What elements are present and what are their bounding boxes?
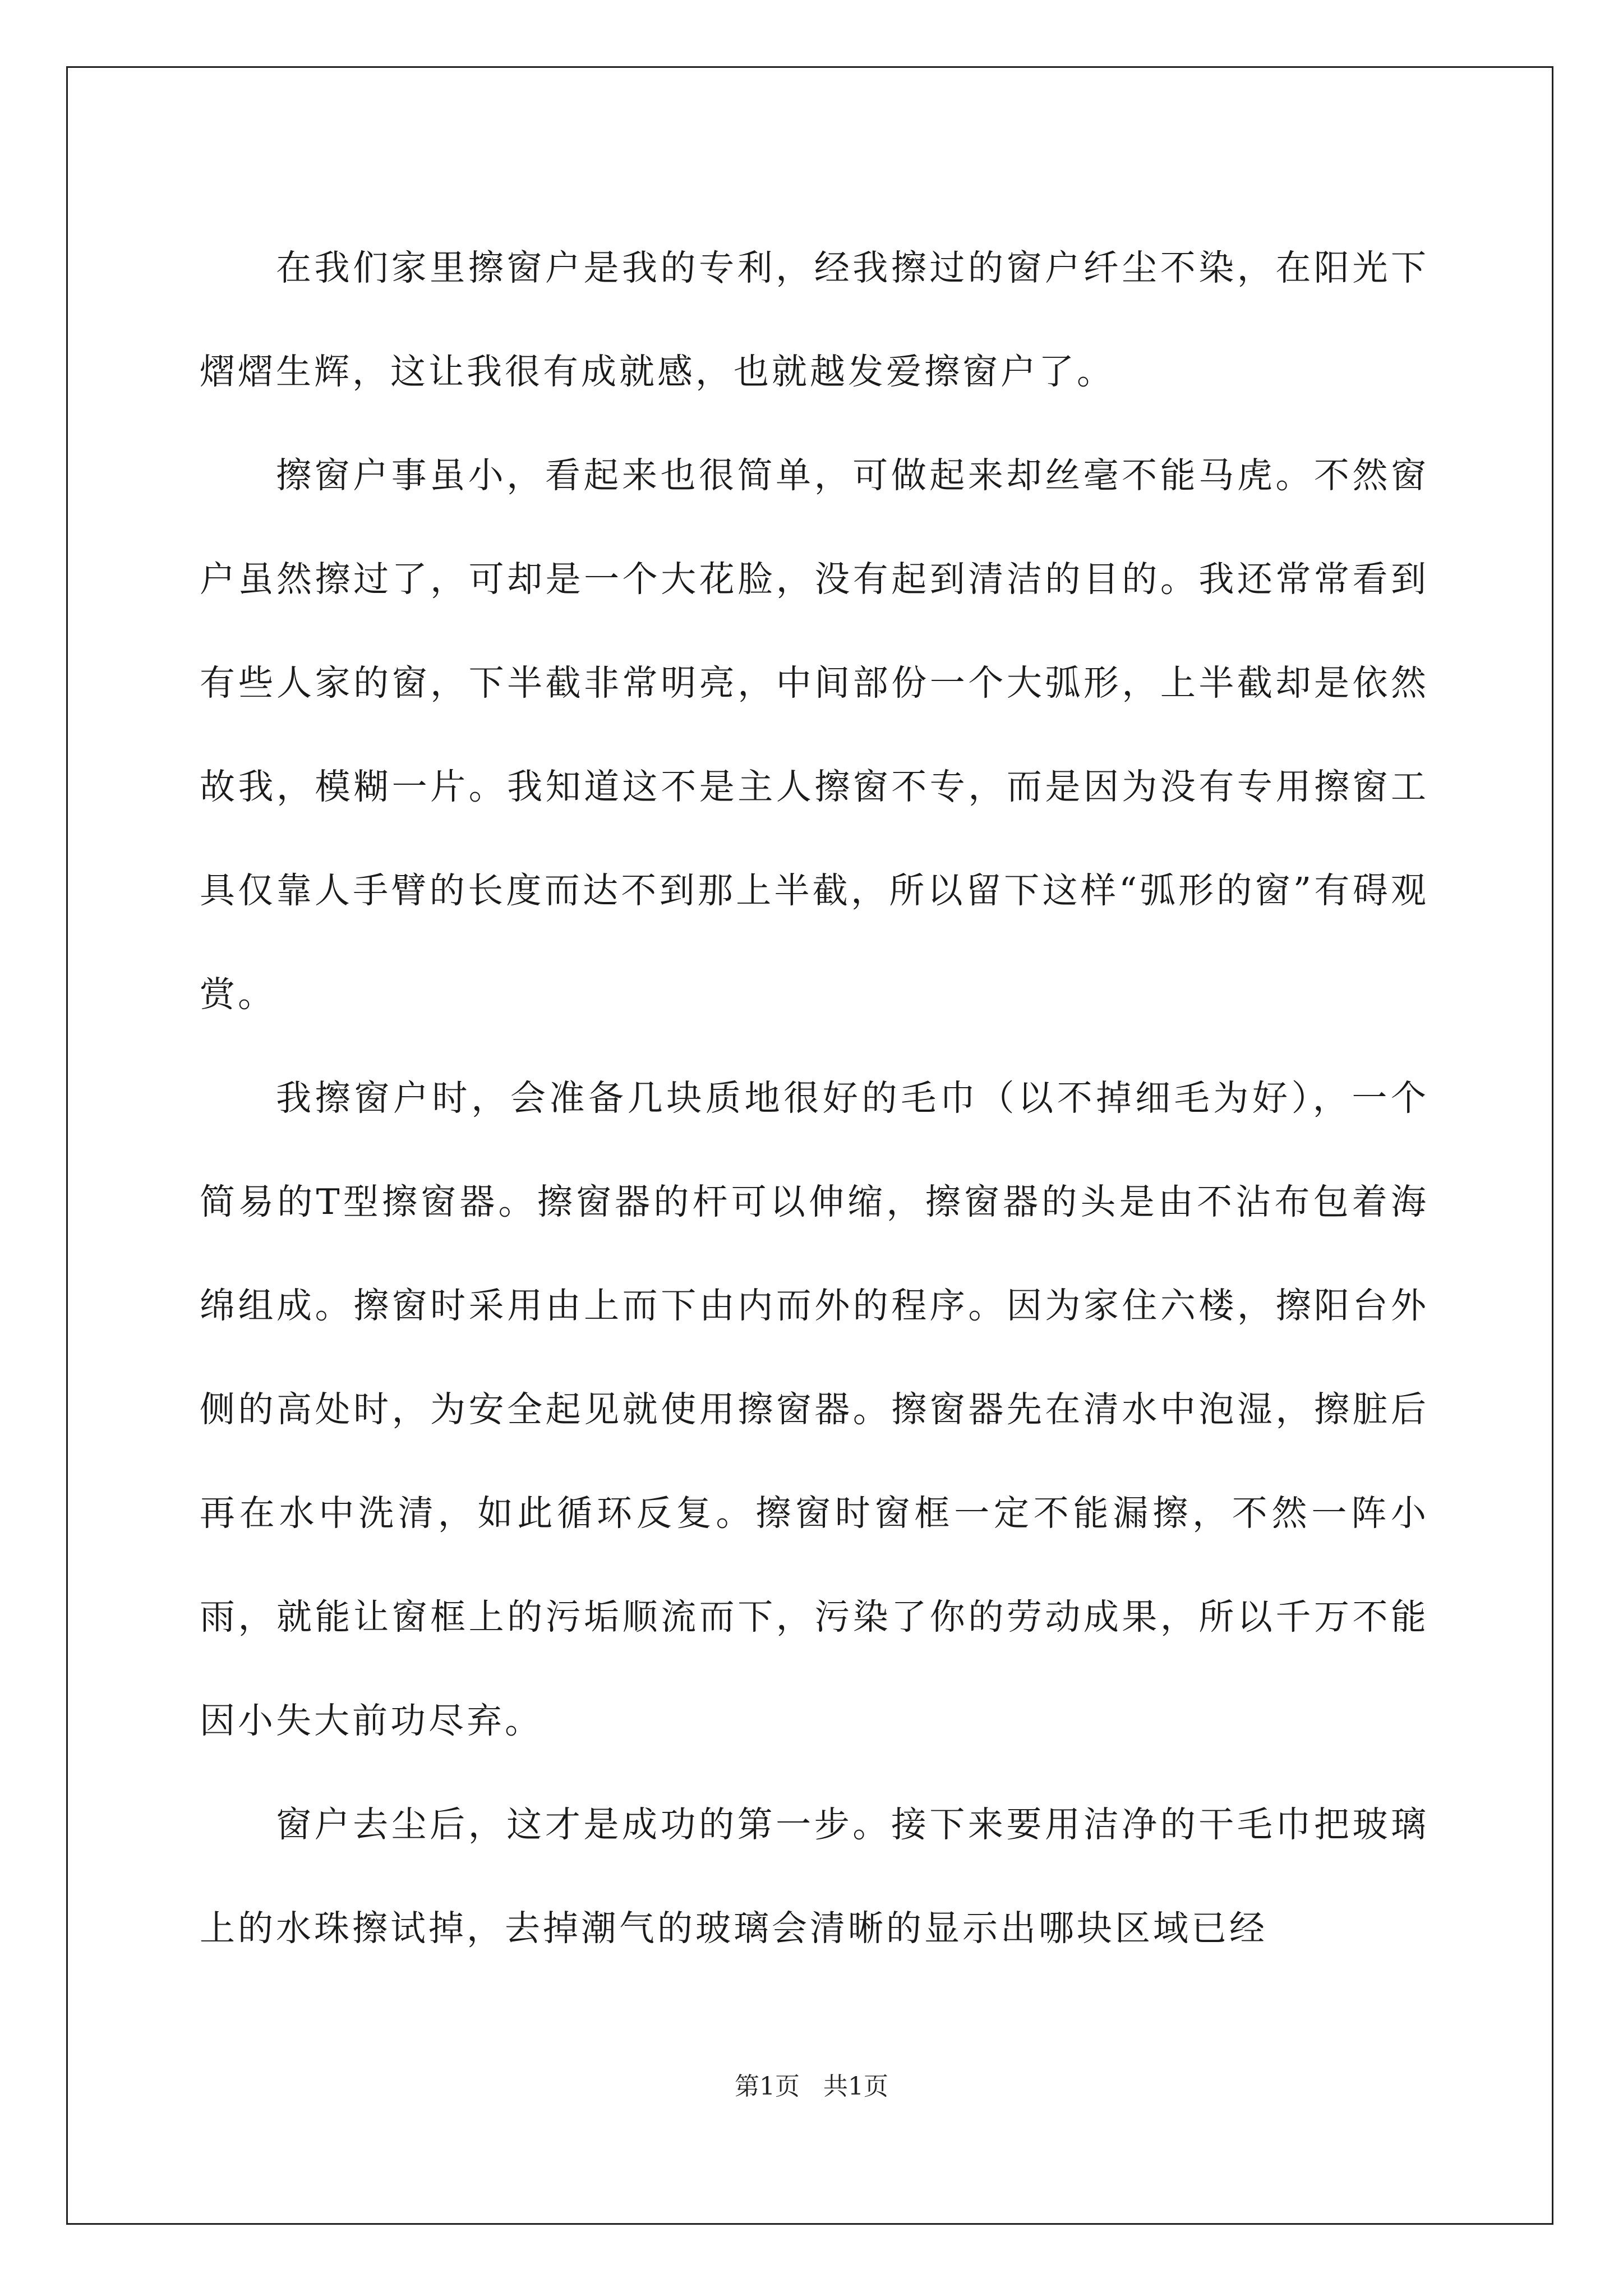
- paragraph: 我擦窗户时，会准备几块质地很好的毛巾（以不掉细毛为好），一个简易的T型擦窗器。擦窗器的杆可以伸缩，擦窗器的头是由不沾布包着海绵组成。擦窗时采用由上而下由内而外的程序。因为家住六楼，擦阳台外侧的高处时，为安全起见就使用擦窗器。擦窗器先在清水中泡湿，擦脏后再在水中洗清，如此循环反复。擦窗时窗框一定不能漏擦，不然一阵小雨，就能让窗框上的污垢顺流而下，污染了你的劳动成果，所以千万不能因小失大前功尽弃。: [200, 1078, 1429, 1741]
- document-body: [200, 216, 1429, 1980]
- page-number-footer: 第1页 共1页: [735, 2072, 888, 2101]
- paragraph: 窗户去尘后，这才是成功的第一步。接下来要用洁净的干毛巾把玻璃上的水珠擦试掉，去掉潮气的玻璃会清晰的显示出哪块区域已经: [200, 1804, 1429, 1949]
- paragraph: 在我们家里擦窗户是我的专利，经我擦过的窗户纤尘不染，在阳光下熠熠生辉，这让我很有成就感，也就越发爱擦窗户了。: [200, 247, 1429, 392]
- paragraph: 擦窗户事虽小，看起来也很简单，可做起来却丝毫不能马虎。不然窗户虽然擦过了，可却是一个大花脸，没有起到清洁的目的。我还常常看到有些人家的窗，下半截非常明亮，中间部份一个大弧形，上半截却是依然故我，模糊一片。我知道这不是主人擦窗不专，而是因为没有专用擦窗工具仅靠人手臂的长度而达不到那上半截，所以留下这样“弧形的窗”有碍观赏。: [200, 455, 1429, 1015]
